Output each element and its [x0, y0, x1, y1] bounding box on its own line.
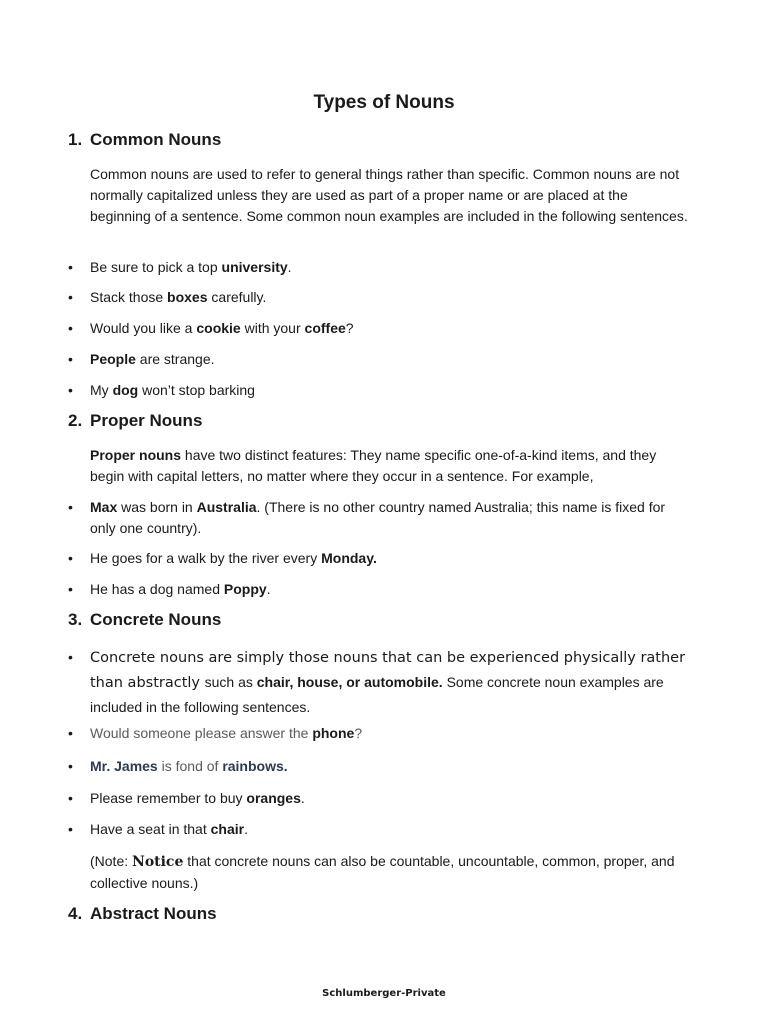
text-run: . — [300, 790, 305, 806]
bullet-icon: • — [68, 758, 73, 774]
list-item — [68, 380, 690, 401]
list-item — [68, 548, 690, 569]
common-nouns-intro: Common nouns are used to refer to general things rather than specific. Common nouns are not normally capitalized unless they are used as part of a proper name or are placed at the beginning of a sentence. Some common noun examples are included in the following sentences. — [90, 166, 688, 224]
bullet-icon: • — [68, 649, 73, 665]
bullet-icon: • — [68, 550, 73, 566]
keyword: Proper nouns — [90, 447, 182, 463]
text-run: He has a dog named — [90, 581, 224, 597]
keyword: Notice — [132, 854, 184, 870]
list-item — [68, 579, 690, 600]
section-title: Proper Nouns — [90, 411, 203, 430]
list-item — [68, 257, 690, 278]
text-run: Would you like a — [90, 320, 197, 336]
bullet-icon: • — [68, 320, 73, 336]
keyword: Max — [90, 499, 118, 515]
text-run: was born in — [117, 499, 197, 515]
text-run: Would someone please answer the — [90, 725, 313, 741]
keyword: chair — [210, 821, 245, 837]
text-run: . — [287, 259, 292, 275]
keyword: phone — [312, 725, 355, 741]
list-item — [68, 349, 690, 370]
text-run: such as — [204, 674, 257, 690]
text-run: have two distinct features: They name specific one-of-a-kind items, and they begin with capital letters, no matter where they occur in a sentence. For example, — [90, 447, 657, 484]
section-title: Concrete Nouns — [90, 610, 222, 629]
bullet-icon: • — [68, 581, 73, 597]
keyword: Monday. — [321, 550, 377, 566]
text-run: . — [266, 581, 271, 597]
section-heading-common-nouns — [68, 130, 221, 150]
concrete-nouns-note — [90, 851, 690, 894]
list-item — [68, 318, 690, 339]
section-heading-concrete-nouns — [68, 610, 221, 630]
bullet-icon: • — [68, 289, 73, 305]
text-run: ? — [354, 725, 363, 741]
bullet-icon: • — [68, 821, 73, 837]
text-run: won’t stop barking — [138, 382, 255, 398]
list-item — [68, 788, 690, 809]
bullet-icon: • — [68, 499, 73, 515]
text-run: He goes for a walk by the river every — [90, 550, 322, 566]
text-run: My — [90, 382, 113, 398]
text-run: . — [244, 821, 248, 837]
list-item — [68, 497, 690, 539]
keyword: Poppy — [223, 581, 267, 597]
text-run: Please remember to buy — [90, 790, 247, 806]
text-run: (Note: — [90, 853, 133, 869]
document-title: Types of Nouns — [313, 92, 455, 113]
list-item — [68, 723, 690, 744]
bullet-icon: • — [68, 725, 73, 741]
section-number: 4. — [68, 904, 83, 923]
bullet-icon: • — [68, 382, 73, 398]
text-run: are strange. — [135, 351, 215, 367]
classification-footer: Schlumberger-Private — [322, 988, 446, 999]
text-run: . (There is no other country named Australia; this name is fixed for only one country). — [90, 499, 666, 536]
text-run: is fond of — [157, 758, 223, 774]
text-run: with your — [240, 320, 305, 336]
text-run: Be sure to pick a top — [90, 259, 222, 275]
section-number: 2. — [68, 411, 83, 430]
keyword: oranges — [246, 790, 301, 806]
text-run: Some concrete noun examples are included in the following sentences. — [90, 674, 664, 715]
keyword: People — [90, 351, 136, 367]
text-run: Concrete nouns are simply those nouns that can be experienced physically rather than abstractly — [90, 650, 686, 691]
section-heading-abstract-nouns — [68, 904, 217, 924]
list-item — [68, 756, 690, 777]
bullet-icon: • — [68, 790, 73, 806]
text-run: Stack those — [90, 289, 168, 305]
proper-nouns-intro — [90, 445, 690, 487]
text-run: Have a seat in that — [90, 821, 211, 837]
list-item — [68, 287, 690, 308]
keyword: cookie — [196, 320, 241, 336]
keyword: rainbows. — [222, 758, 288, 774]
section-number: 3. — [68, 610, 83, 629]
list-item — [68, 645, 690, 719]
text-run: that concrete nouns can also be countable, uncountable, common, proper, and collective nouns.) — [90, 853, 675, 891]
keyword: university — [221, 259, 288, 275]
section-heading-proper-nouns — [68, 411, 202, 431]
section-title: Abstract Nouns — [90, 904, 217, 923]
keyword: Australia — [196, 499, 257, 515]
keyword: coffee — [304, 320, 346, 336]
keyword: Mr. James — [90, 758, 158, 774]
list-item — [68, 819, 690, 840]
section-number: 1. — [68, 130, 83, 149]
section-title: Common Nouns — [90, 130, 222, 149]
bullet-icon: • — [68, 351, 73, 367]
keyword: boxes — [167, 289, 208, 305]
text-run: carefully. — [207, 289, 267, 305]
text-run: ? — [345, 320, 354, 336]
keyword: chair, house, or automobile. — [256, 674, 443, 690]
bullet-icon: • — [68, 259, 73, 275]
keyword: dog — [112, 382, 139, 398]
